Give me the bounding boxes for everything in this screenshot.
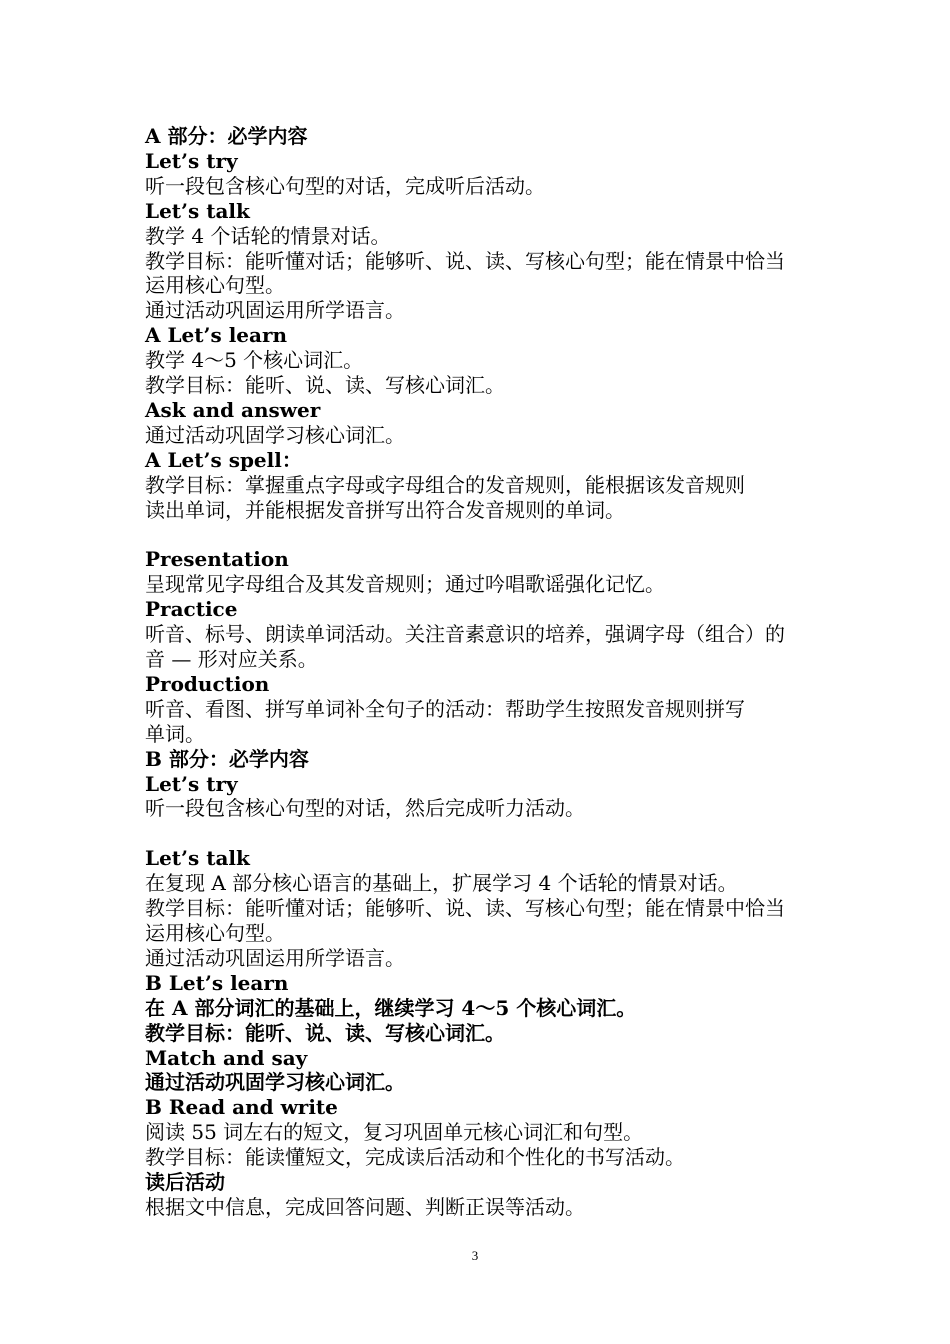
page-number: 3	[471, 1248, 479, 1263]
text-line: 通过活动巩固运用所学语言。	[145, 945, 405, 970]
text-line: 通过活动巩固运用所学语言。	[145, 298, 405, 323]
document-body	[145, 124, 810, 1220]
heading-line: A Let’s learn	[145, 323, 288, 348]
heading-line: B 部分：必学内容	[145, 746, 309, 771]
text-line: 在复现 A 部分核心语言的基础上，扩展学习 4 个话轮的情景对话。	[145, 871, 738, 896]
heading-line: Presentation	[145, 547, 289, 572]
blank-line	[145, 821, 810, 846]
heading-line: B Let’s learn	[145, 970, 289, 995]
text-line: 听一段包含核心句型的对话，完成听后活动。	[145, 173, 545, 198]
text-line: 读出单词，并能根据发音拼写出符合发音规则的单词。	[145, 497, 625, 522]
heading-line: 通过活动巩固学习核心词汇。	[145, 1070, 405, 1095]
text-line: 教学 4 个话轮的情景对话。	[145, 223, 391, 248]
text-line: 教学目标：能听懂对话；能够听、说、读、写核心句型；能在情景中恰当	[145, 896, 785, 921]
heading-line: Practice	[145, 597, 238, 622]
heading-line: 在 A 部分词汇的基础上，继续学习 4～5 个核心词汇。	[145, 995, 637, 1020]
heading-line: 读后活动	[145, 1170, 225, 1195]
blank-line	[145, 523, 810, 548]
text-line: 运用核心句型。	[145, 920, 285, 945]
text-line: 教学目标：掌握重点字母或字母组合的发音规则，能根据该发音规则	[145, 472, 745, 497]
text-line: 运用核心句型。	[145, 273, 285, 298]
text-line: 教学 4～5 个核心词汇。	[145, 348, 364, 373]
heading-line: Let’s try	[145, 771, 238, 796]
heading-line: Production	[145, 671, 270, 696]
text-line: 教学目标：能读懂短文，完成读后活动和个性化的书写活动。	[145, 1145, 685, 1170]
text-line: 听一段包含核心句型的对话，然后完成听力活动。	[145, 796, 585, 821]
heading-line: A 部分：必学内容	[145, 124, 308, 148]
text-line: 呈现常见字母组合及其发音规则；通过吟唱歌谣强化记忆。	[145, 572, 665, 597]
heading-line: A Let’s spell：	[145, 447, 302, 472]
text-line: 单词。	[145, 721, 205, 746]
heading-line: Ask and answer	[145, 397, 321, 422]
text-line: 通过活动巩固学习核心词汇。	[145, 422, 405, 447]
heading-line: Match and say	[145, 1045, 308, 1070]
text-line: 音 — 形对应关系。	[145, 647, 318, 672]
text-line: 阅读 55 词左右的短文，复习巩固单元核心词汇和句型。	[145, 1120, 644, 1145]
text-line: 听音、看图、拼写单词补全句子的活动：帮助学生按照发音规则拼写	[145, 696, 745, 721]
heading-line: Let’s talk	[145, 846, 250, 871]
text-line: 教学目标：能听、说、读、写核心词汇。	[145, 373, 505, 398]
text-line: 教学目标：能听懂对话；能够听、说、读、写核心句型；能在情景中恰当	[145, 248, 785, 273]
text-line: 听音、标号、朗读单词活动。关注音素意识的培养，强调字母（组合）的	[145, 622, 785, 647]
heading-line: B Read and write	[145, 1095, 338, 1120]
heading-line: Let’s talk	[145, 198, 250, 223]
text-line: 根据文中信息，完成回答问题、判断正误等活动。	[145, 1194, 585, 1219]
heading-line: Let’s try	[145, 148, 238, 173]
heading-line: 教学目标：能听、说、读、写核心词汇。	[145, 1020, 505, 1045]
